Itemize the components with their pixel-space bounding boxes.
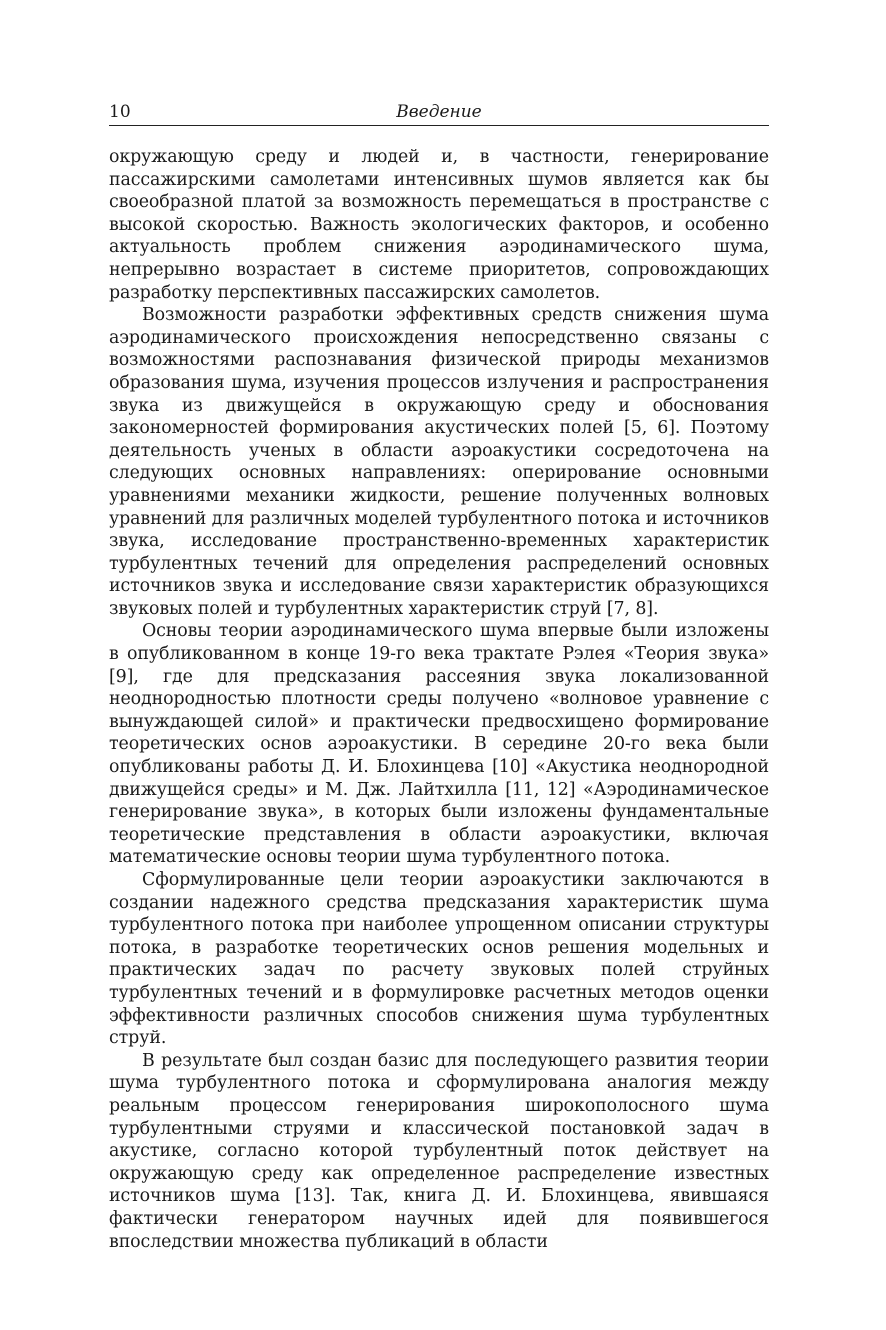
body-text [109,146,769,1253]
paragraph: В результате был создан базис для последующего развития теории шума турбулентного потока и сформулирована аналогия между реальным процессом генерирования широкополосного шума турбулентными струями и классической постановкой задач в акустике, согласно которой турбулентный поток действует на окружающую среду как определенное распределение известных источников шума [13]. Так, книга Д. И. Блохинцева, явившаяся фактически генератором научных идей для появившегося впоследствии множества публикаций в области [109,1050,769,1252]
running-title: Введение [396,102,482,122]
page-header [109,100,769,126]
paragraph: Основы теории аэродинамического шума впервые были изложены в опубликованном в конце 19-го века трактате Рэлея «Теория звука» [9], где для предсказания рассеяния звука локализованной неоднородностью плотности среды получено «волновое уравнение с вынуждающей силой» и практически предвосхищено формирование теоретических основ аэроакустики. В середине 20-го века были опубликованы работы Д. И. Блохинцева [10] «Акустика неоднородной движущейся среды» и М. Дж. Лайтхилла [11, 12] «Аэродинамическое генерирование звука», в которых были изложены фундаментальные теоретические представления в области аэроакустики, включая математические основы теории шума турбулентного потока. [109,621,769,868]
paragraph-continuation: окружающую среду и людей и, в частности, генерирование пассажирскими самолетами интенсивных шумов является как бы своеобразной платой за возможность перемещаться в пространстве с высокой скоростью. Важность экологических факторов, и особенно актуальность проблем снижения аэродинамического шума, непрерывно возрастает в системе приоритетов, сопровождающих разработку перспективных пассажирских самолетов. [109,147,769,303]
paragraph: Сформулированные цели теории аэроакустики заключаются в создании надежного средства предсказания характеристик шума турбулентного потока при наиболее упрощенном описании структуры потока, в разработке теоретических основ решения модельных и практических задач по расчету звуковых полей струйных турбулентных течений и в формулировке расчетных методов оценки эффективности различных способов снижения шума турбулентных струй. [109,870,769,1049]
paragraph: Возможности разработки эффективных средств снижения шума аэродинамического происхождения непосредственно связаны с возможностями распознавания физической природы механизмов образования шума, изучения процессов излучения и распространения звука из движущейся в окружающую среду и обоснования закономерностей формирования акустических полей [5, 6]. Поэтому деятельность ученых в области аэроакустики сосредоточена на следующих основных направлениях: оперирование основными уравнениями механики жидкости, решение полученных волновых уравнений для различных моделей турбулентного потока и источников звука, исследование пространственно-временных характеристик турбулентных течений для определения распределений основных источников звука и исследование связи характеристик образующихся звуковых полей и турбулентных характеристик струй [7, 8]. [109,305,769,619]
page-number: 10 [109,102,131,122]
